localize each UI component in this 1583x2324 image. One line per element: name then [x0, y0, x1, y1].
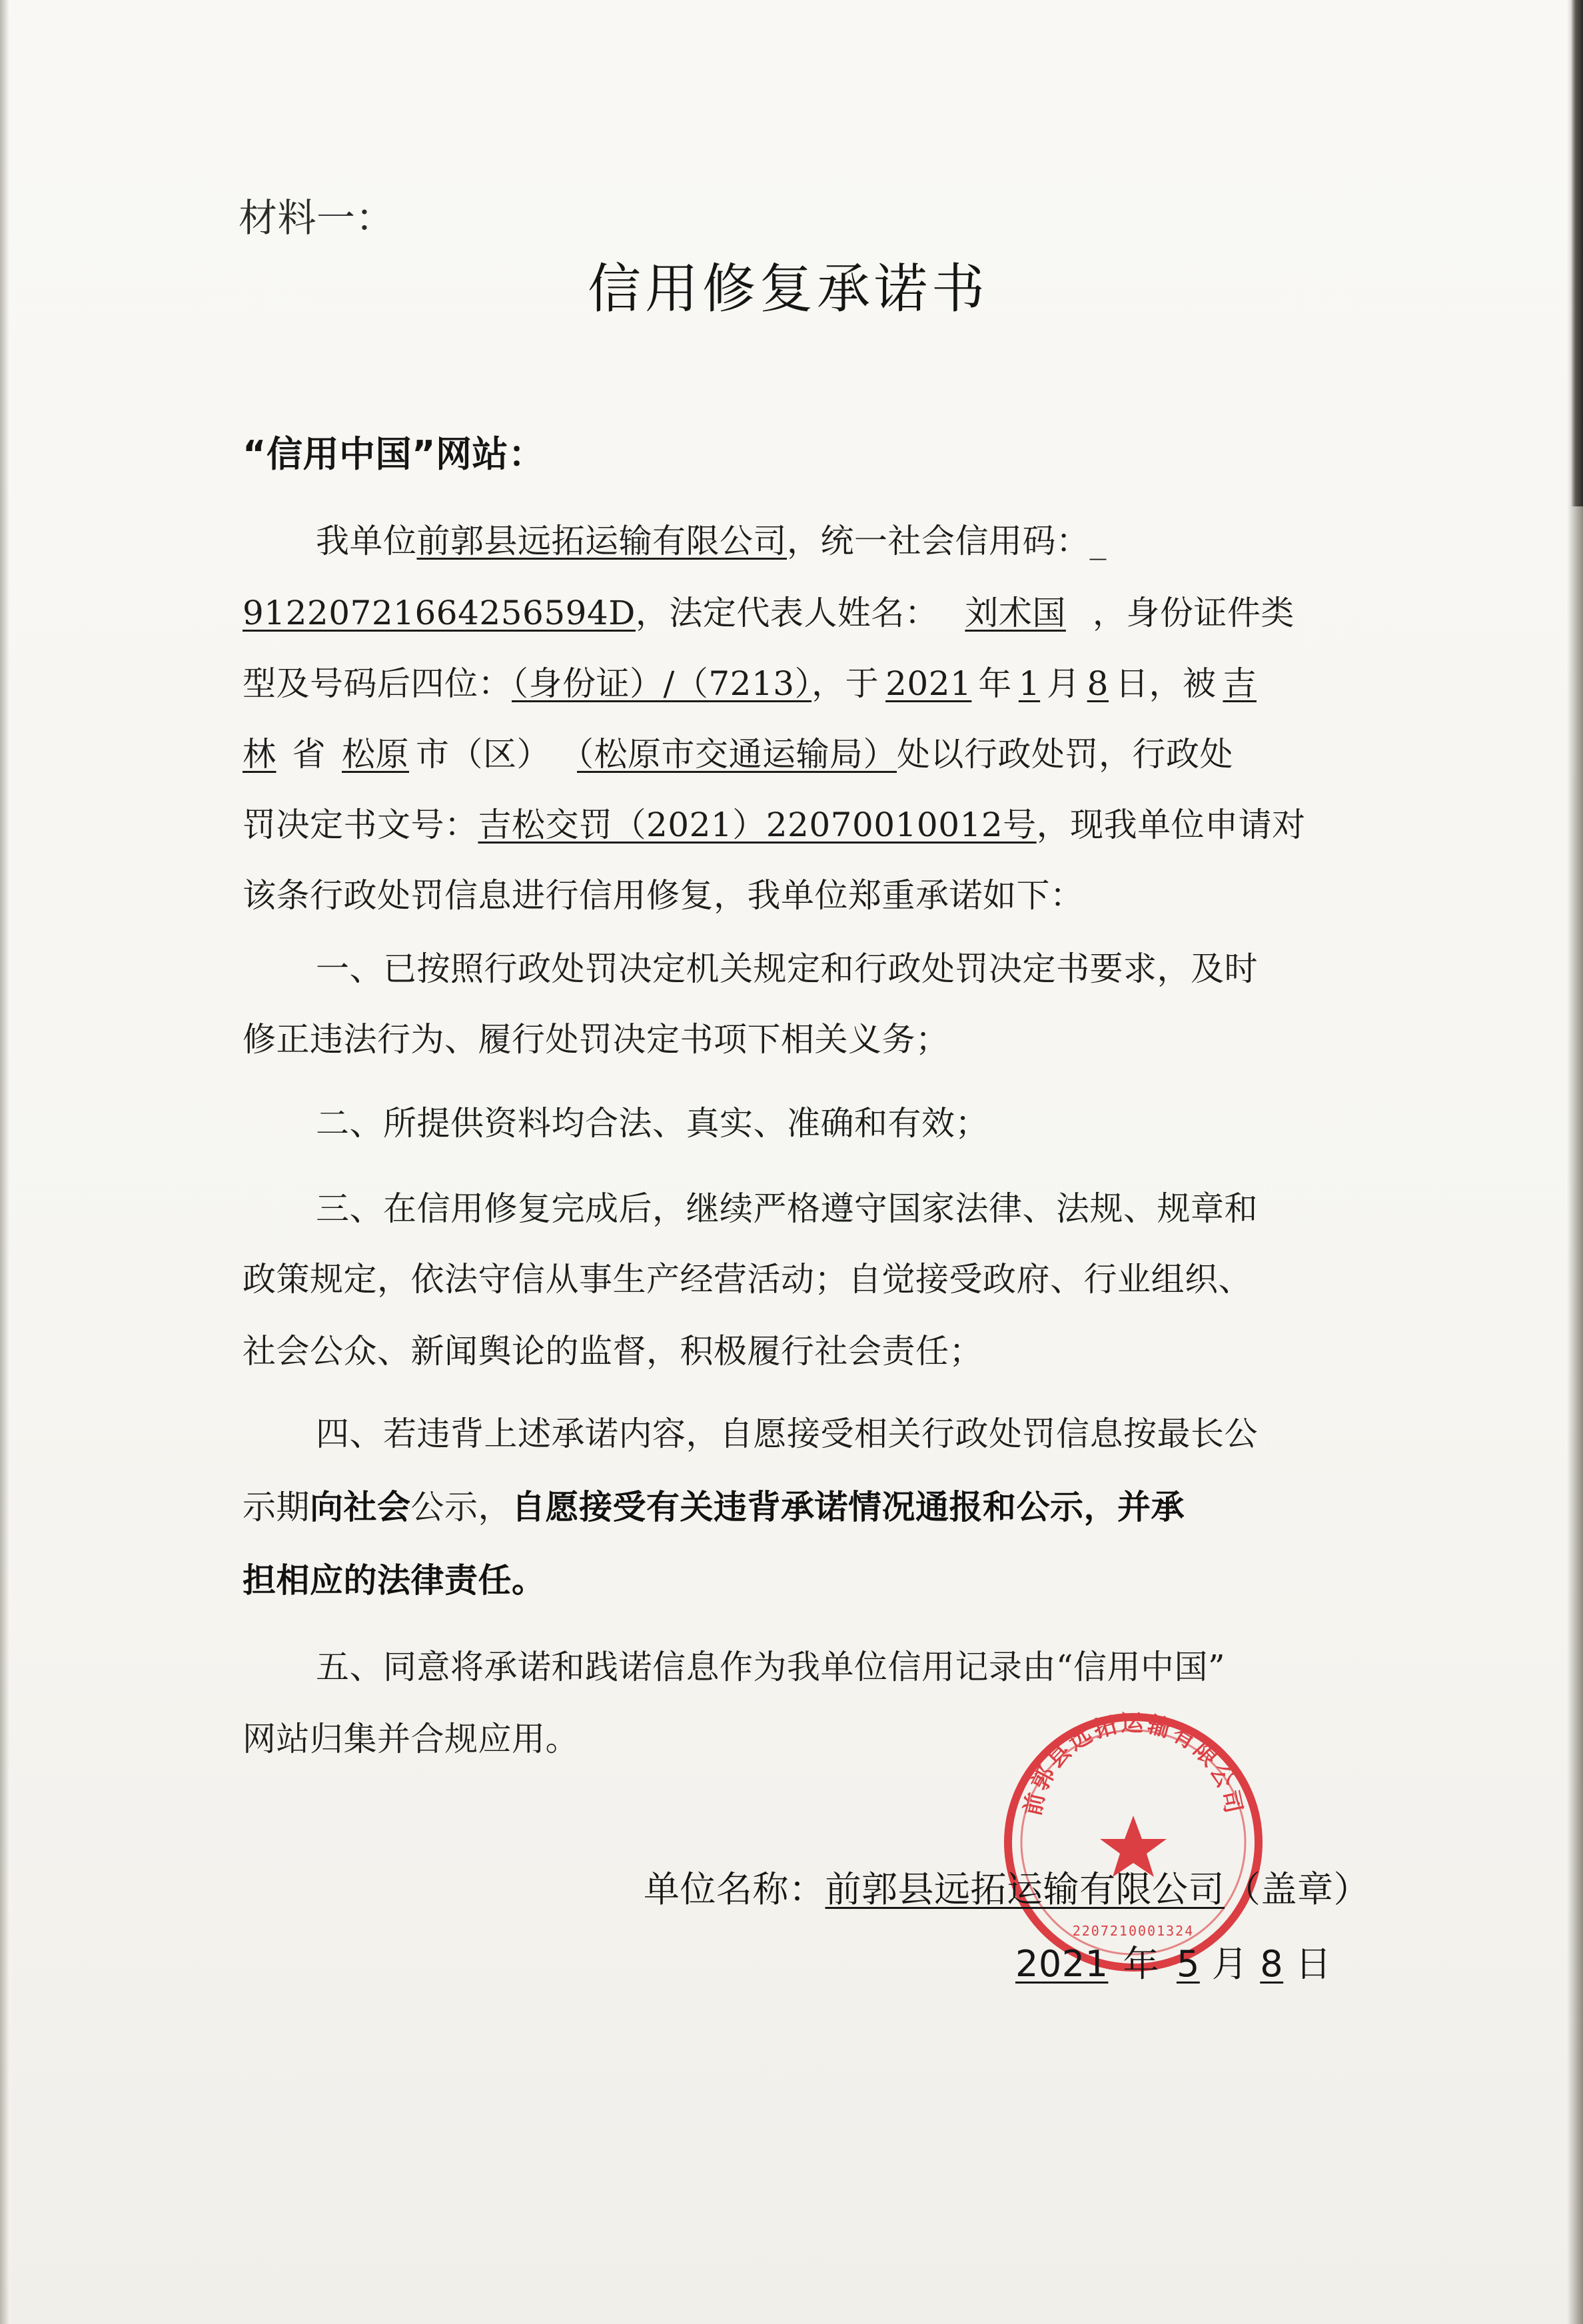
- para1-line3: [243, 664, 1263, 704]
- city-field: 松原: [342, 735, 409, 774]
- sign-year-unit: 年: [1123, 1943, 1159, 1985]
- para1-line1: [316, 521, 1107, 561]
- para1-line3-mid1: ，于: [811, 664, 879, 703]
- penalty-year-field: 2021: [885, 664, 972, 703]
- para1-line3-prefix: 型及号码后四位：: [243, 664, 512, 703]
- item3-line3: 社会公众、新闻舆论的监督，积极履行社会责任；: [243, 1332, 983, 1371]
- para1-line6: 该条行政处罚信息进行信用修复，我单位郑重承诺如下：: [243, 876, 1084, 915]
- page-shadow-left: [0, 0, 9, 2324]
- item5-line2: 网站归集并合规应用。: [243, 1720, 579, 1758]
- para1-line2-mid: ，法定代表人姓名：: [635, 594, 939, 632]
- item4-line2-a: 示期: [243, 1488, 310, 1526]
- para1-line1-blank: _: [1089, 522, 1107, 560]
- item5-line1: 五、同意将承诺和践诺信息作为我单位信用记录由“信用中国”: [316, 1648, 1226, 1686]
- page-dark-edge: [1571, 0, 1583, 506]
- para1-line2-suffix: ，身份证件类: [1092, 594, 1295, 632]
- sign-month: 5: [1176, 1943, 1200, 1985]
- item1-line2: 修正违法行为、履行处罚决定书项下相关义务；: [243, 1020, 949, 1059]
- signature-company: 前郭县远拓运输有限公司: [825, 1868, 1225, 1910]
- para1-line4: [243, 734, 1233, 774]
- signature-seal-note: （盖章）: [1225, 1868, 1370, 1910]
- para1-line1-prefix: 我单位: [316, 522, 417, 560]
- authority-field: （松原市交通运输局）: [577, 735, 897, 774]
- para1-line5-suffix: ，现我单位申请对: [1036, 806, 1306, 844]
- province-field-b: 林: [243, 735, 276, 774]
- penalty-year-unit: 年: [978, 664, 1012, 703]
- item3-line2: 政策规定，依法守信从事生产经营活动；自觉接受政府、行业组织、: [243, 1260, 1252, 1299]
- item4-line2-d: 自愿接受有关违背承诺情况通报和公示，并承: [512, 1488, 1185, 1526]
- official-seal-icon: [997, 1706, 1270, 1979]
- item4-line2: [243, 1487, 1185, 1527]
- para1-line3-suffix: 日，被: [1115, 664, 1217, 703]
- salutation: “信用中国”网站：: [243, 433, 545, 475]
- penalty-month-field: 1: [1018, 664, 1041, 703]
- decision-number-field: 吉松交罚（2021）22070010012号: [478, 806, 1037, 844]
- province-field-a: 吉: [1223, 664, 1257, 703]
- document-title: 信用修复承诺书: [588, 258, 989, 320]
- credit-code-field: 91220721664256594D: [243, 594, 636, 632]
- province-unit: 省: [292, 735, 326, 774]
- para1-line2: [243, 593, 1295, 633]
- item4-line3: 担相应的法律责任。: [243, 1561, 546, 1600]
- para1-line4-suffix: 处以行政处罚，行政处: [897, 735, 1233, 774]
- date-line: [1006, 1943, 1332, 1986]
- seal-inner-textpath: 前郭县远拓运输有限公司: [1019, 1710, 1248, 1818]
- material-label: 材料一：: [239, 195, 395, 241]
- para1-line5: [243, 805, 1306, 845]
- sign-day: 8: [1260, 1943, 1284, 1985]
- seal-serial: 2207210001324: [1072, 1923, 1195, 1939]
- para1-line1-mid: ，统一社会信用码：: [787, 522, 1090, 560]
- city-unit: 市（区）: [416, 735, 550, 774]
- item4-line1: 四、若违背上述承诺内容，自愿接受相关行政处罚信息按最长公: [316, 1415, 1258, 1453]
- company-name-field: 前郭县远拓运输有限公司: [416, 522, 787, 560]
- legal-rep-field: 刘术国: [965, 594, 1066, 632]
- item1-line1: 一、已按照行政处罚决定机关规定和行政处罚决定书要求，及时: [316, 949, 1258, 988]
- para1-line5-prefix: 罚决定书文号：: [243, 806, 478, 844]
- item4-line2-b: 向社会: [310, 1488, 411, 1526]
- sign-year: 2021: [1015, 1943, 1109, 1985]
- seal-inner-text: [1019, 1710, 1247, 1818]
- signature-line: [644, 1868, 1370, 1911]
- penalty-day-field: 8: [1087, 664, 1109, 703]
- item3-line1: 三、在信用修复完成后，继续严格遵守国家法律、法规、规章和: [316, 1189, 1258, 1228]
- signature-label: 单位名称：: [644, 1868, 825, 1910]
- sign-day-unit: 日: [1295, 1943, 1332, 1985]
- id-info-field: （身份证）/（7213）: [512, 664, 812, 703]
- penalty-month-unit: 月: [1047, 664, 1081, 703]
- sign-month-unit: 月: [1211, 1943, 1249, 1985]
- item4-line2-c: 公示，: [410, 1488, 512, 1526]
- item2: 二、所提供资料均合法、真实、准确和有效；: [316, 1104, 989, 1143]
